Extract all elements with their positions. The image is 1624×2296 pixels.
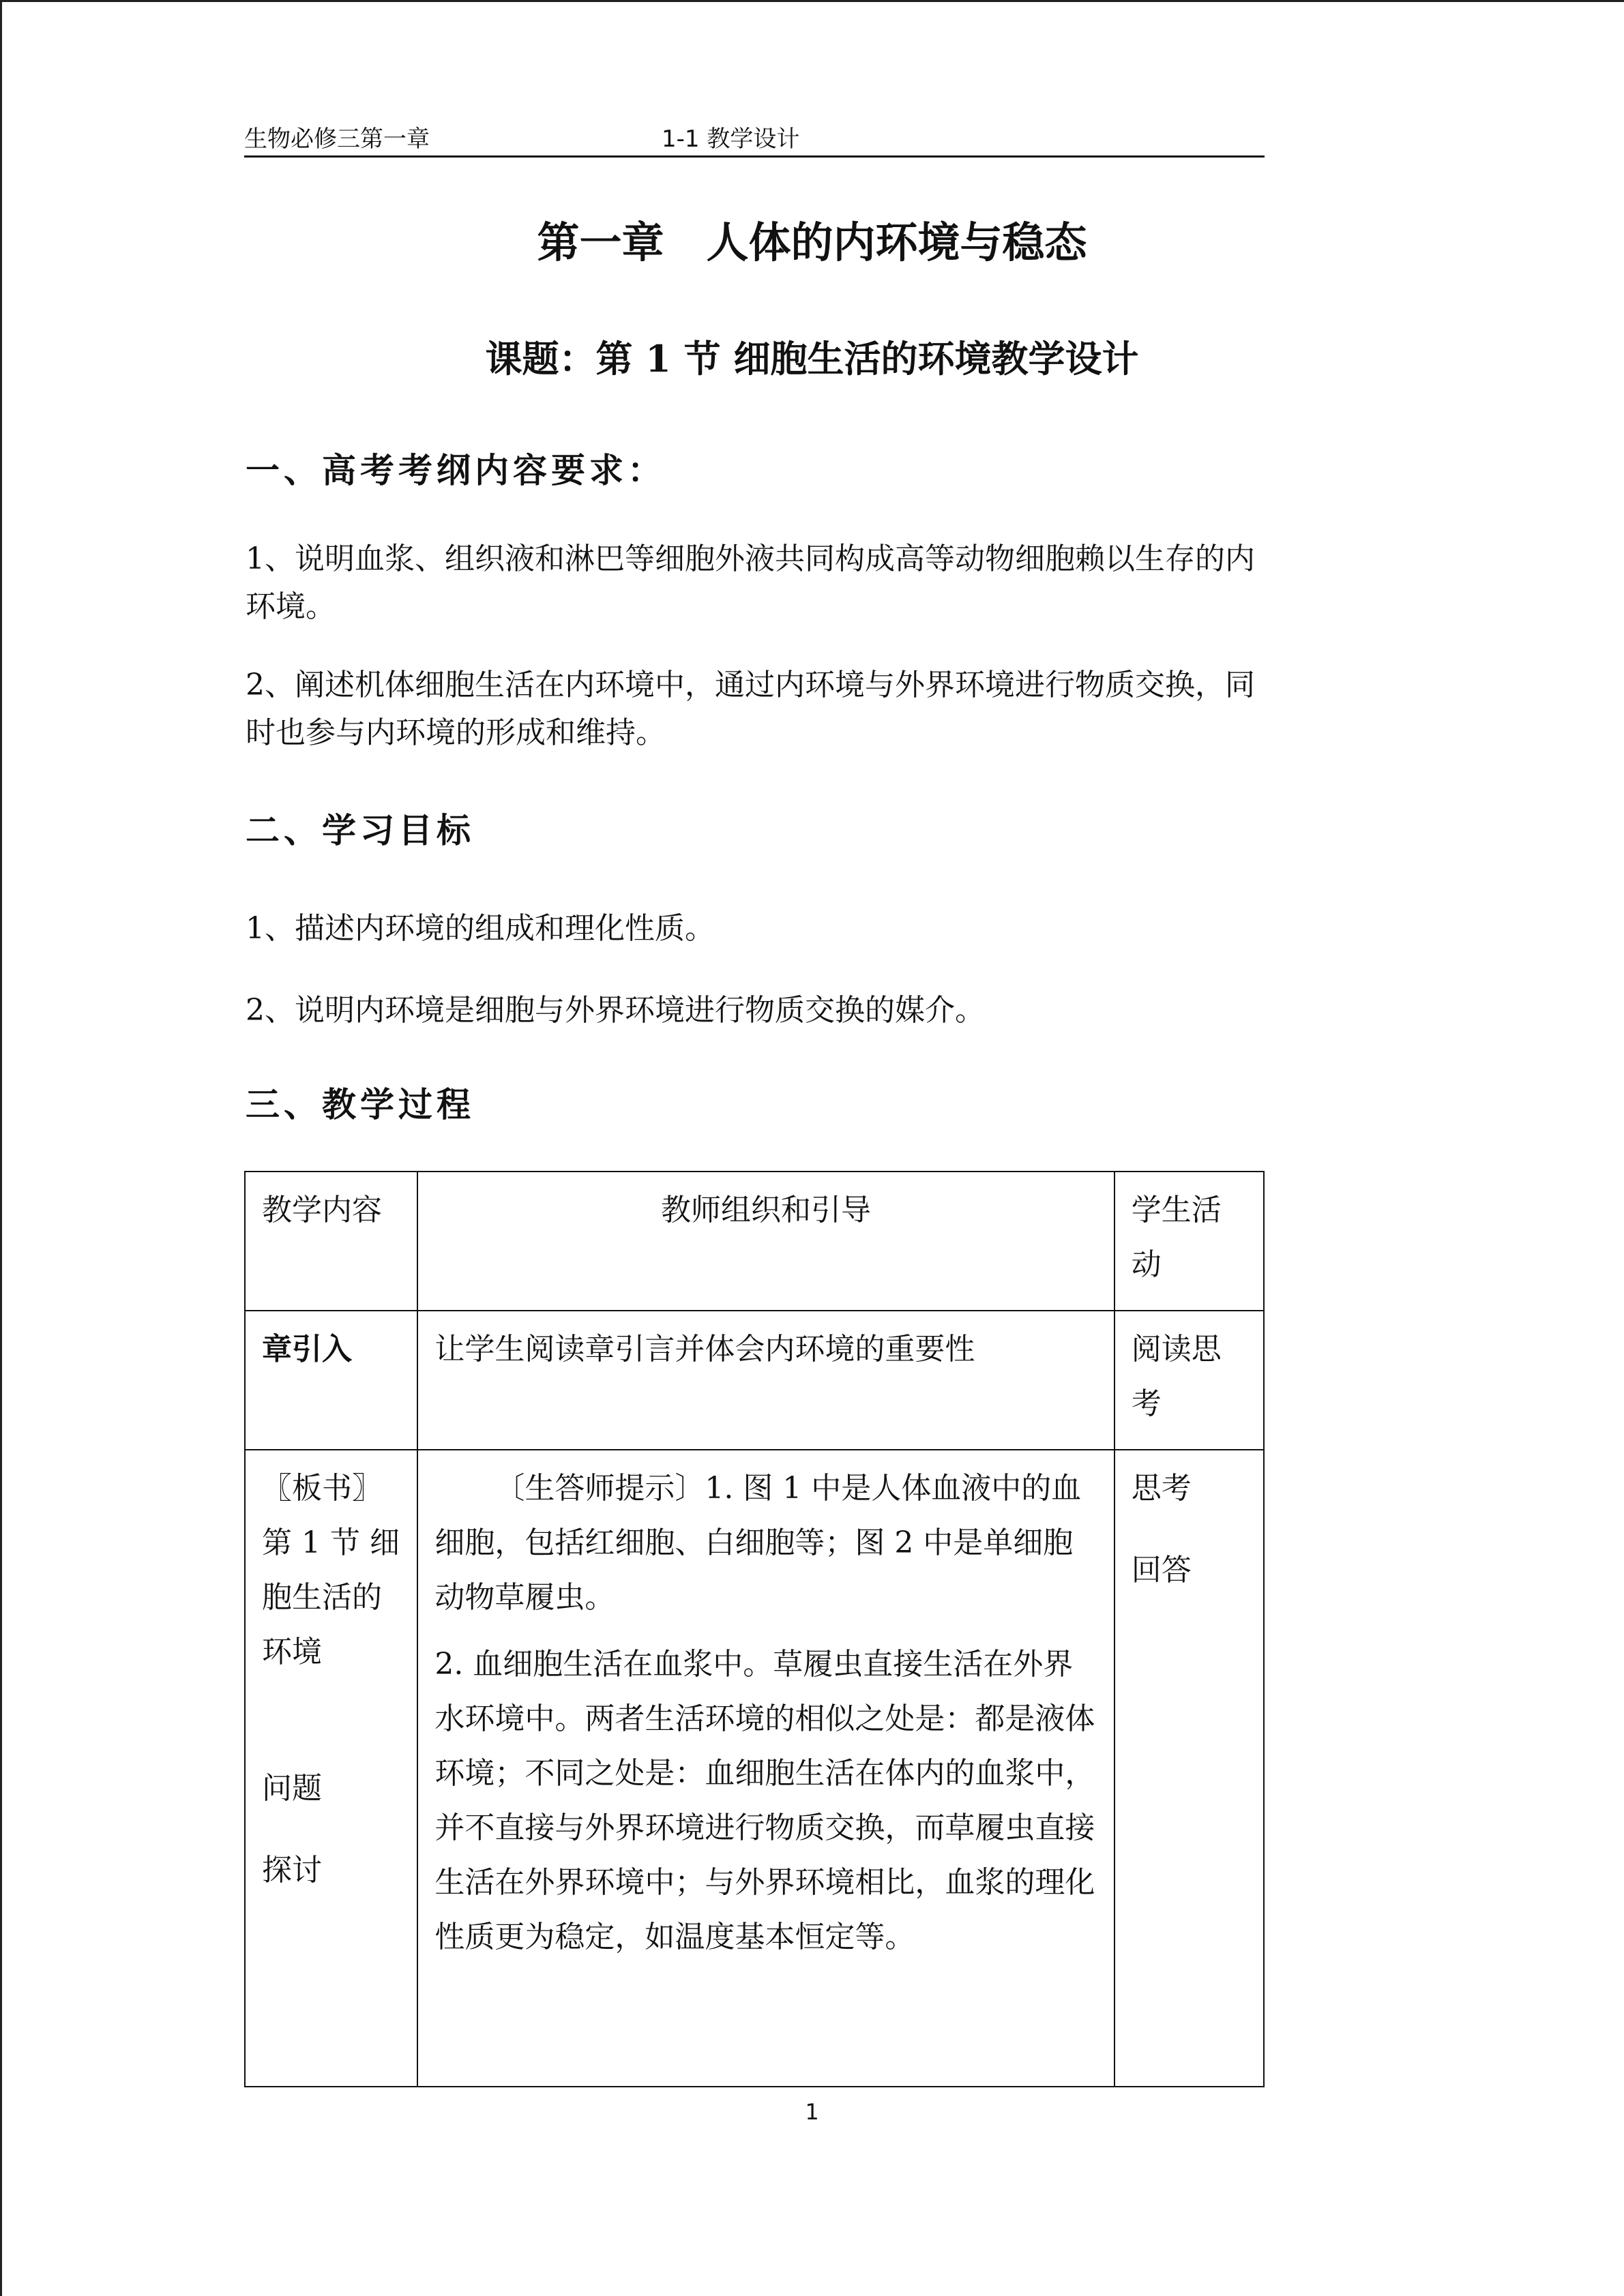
header-cell-content: 教学内容 [245,1172,417,1311]
teacher-hint-1: 〔生答师提示〕1. 图 1 中是人体血液中的血细胞，包括红细胞、白细胞等；图 2 中是单细胞动物草履虫。 [434,1471,1082,1615]
page-header [244,115,1265,158]
section-three-heading: 三、教学过程 [246,1084,475,1124]
teaching-process-table [244,1171,1265,2087]
header-cell-student: 学生活动 [1114,1172,1264,1311]
table-header-row [245,1172,1264,1311]
cell-chapter-intro: 章引入 [245,1311,417,1450]
table-row [245,1450,1264,2087]
section-one-item-2: 2、阐述机体细胞生活在内环境中，通过内环境与外界环境进行物质交换，同时也参与内环境的形成和维持。 [246,668,1255,750]
cell-board-content [245,1450,417,2087]
section-one-item-1: 1、说明血浆、组织液和淋巴等细胞外液共同构成高等动物细胞赖以生存的内环境。 [246,541,1255,624]
cell-teacher-guidance [417,1450,1114,2087]
cell-intro-student: 阅读思考 [1114,1311,1264,1450]
chapter-title: 第一章 人体的内环境与稳态 [537,218,1087,267]
section-two-heading: 二、学习目标 [246,810,475,850]
header-course: 生物必修三第一章 [244,125,430,153]
student-think: 思考 [1131,1471,1192,1506]
student-answer: 回答 [1131,1553,1192,1587]
section-two-item-1: 1、描述内环境的组成和理化性质。 [246,911,715,946]
cell-student-activity [1114,1450,1264,2087]
lesson-title: 课题：第 1 节 细胞生活的环境教学设计 [485,337,1139,381]
cell-intro-teacher: 让学生阅读章引言并体会内环境的重要性 [417,1311,1114,1450]
page-number: 1 [805,2099,819,2125]
header-doc-label: 1-1 教学设计 [662,125,800,153]
table-row [245,1311,1264,1450]
question-label: 问题 [262,1771,322,1806]
board-note: 〖板书〗第 1 节 细胞生活的环境 [262,1471,400,1669]
discussion-label: 探讨 [262,1853,322,1888]
teacher-hint-2: 2. 血细胞生活在血浆中。草履虫直接生活在外界水环境中。两者生活环境的相似之处是：都是液体环境；不同之处是：血细胞生活在体内的血浆中，并不直接与外界环境进行物质交换，而草履虫直接生活在外界环境中；与外界环境相比，血浆的理化性质更为稳定，如温度基本恒定等。 [434,1647,1095,1954]
section-one-heading: 一、高考考纲内容要求： [246,450,666,490]
header-cell-teacher: 教师组织和引导 [417,1172,1114,1311]
section-two-item-2: 2、说明内环境是细胞与外界环境进行物质交换的媒介。 [246,993,985,1028]
page-border-top [0,0,1624,2]
